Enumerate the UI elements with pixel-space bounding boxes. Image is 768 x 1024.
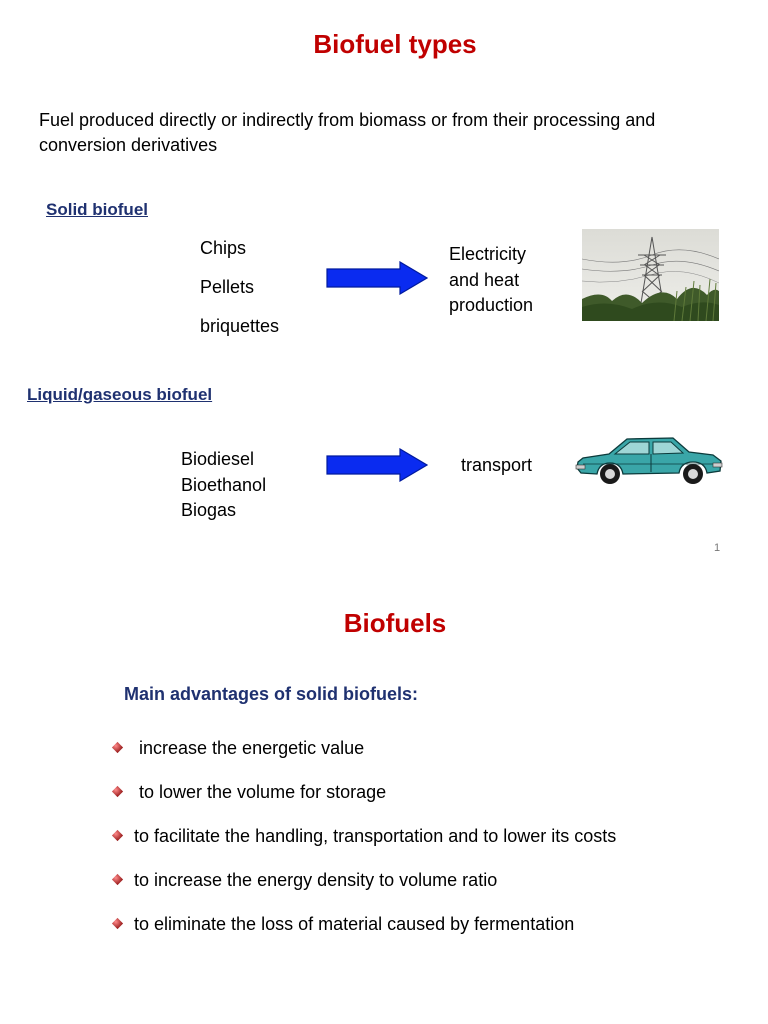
solid-item-chips: Chips [200,238,247,258]
list-item [108,777,704,808]
liquid-item-biogas: Biogas [181,500,237,520]
car-icon [575,434,723,493]
solid-item-pellets: Pellets [200,277,255,297]
slide2-title: Biofuels [343,608,447,638]
page-number: 1 [714,542,721,554]
advantages-list [108,733,704,953]
solid-outcome-line-2: and heat [449,269,520,290]
arrow-right-icon [326,448,428,482]
red-bullet-icon [111,829,124,842]
solid-biofuel-label: Solid biofuel [46,200,148,219]
slide1-title: Biofuel types [313,29,477,59]
bullet-text: to lower the volume for storage [139,782,387,802]
red-bullet-icon [111,741,124,754]
liquid-items [181,447,266,524]
bullet-text: to increase the energy density to volume ratio [134,870,498,890]
bullet-text: to facilitate the handling, transportation and to lower its costs [134,826,617,846]
liquid-item-bioethanol: Bioethanol [181,474,267,495]
solid-outcome-line-3: production [449,295,534,315]
red-bullet-icon [111,785,124,798]
list-item [108,821,704,852]
list-item [108,733,704,764]
solid-outcome [449,242,533,319]
liquid-outcome: transport [461,455,533,475]
liquid-item-biodiesel: Biodiesel [181,449,255,469]
list-item [108,865,704,896]
power-pylon-photo [582,229,719,321]
intro-text: Fuel produced directly or indirectly from biomass or from their processing and conversion derivatives [39,110,656,155]
solid-outcome-line-1: Electricity [449,244,527,264]
bullet-text: increase the energetic value [139,738,365,758]
red-bullet-icon [111,917,124,930]
arrow-right-icon [326,261,428,295]
slide2-subtitle: Main advantages of solid biofuels: [124,684,419,704]
bullet-text: to eliminate the loss of material caused by fermentation [134,914,575,934]
list-item [108,909,704,940]
red-bullet-icon [111,873,124,886]
solid-item-briquettes: briquettes [200,316,280,336]
liquid-biofuel-label: Liquid/gaseous biofuel [27,385,213,404]
